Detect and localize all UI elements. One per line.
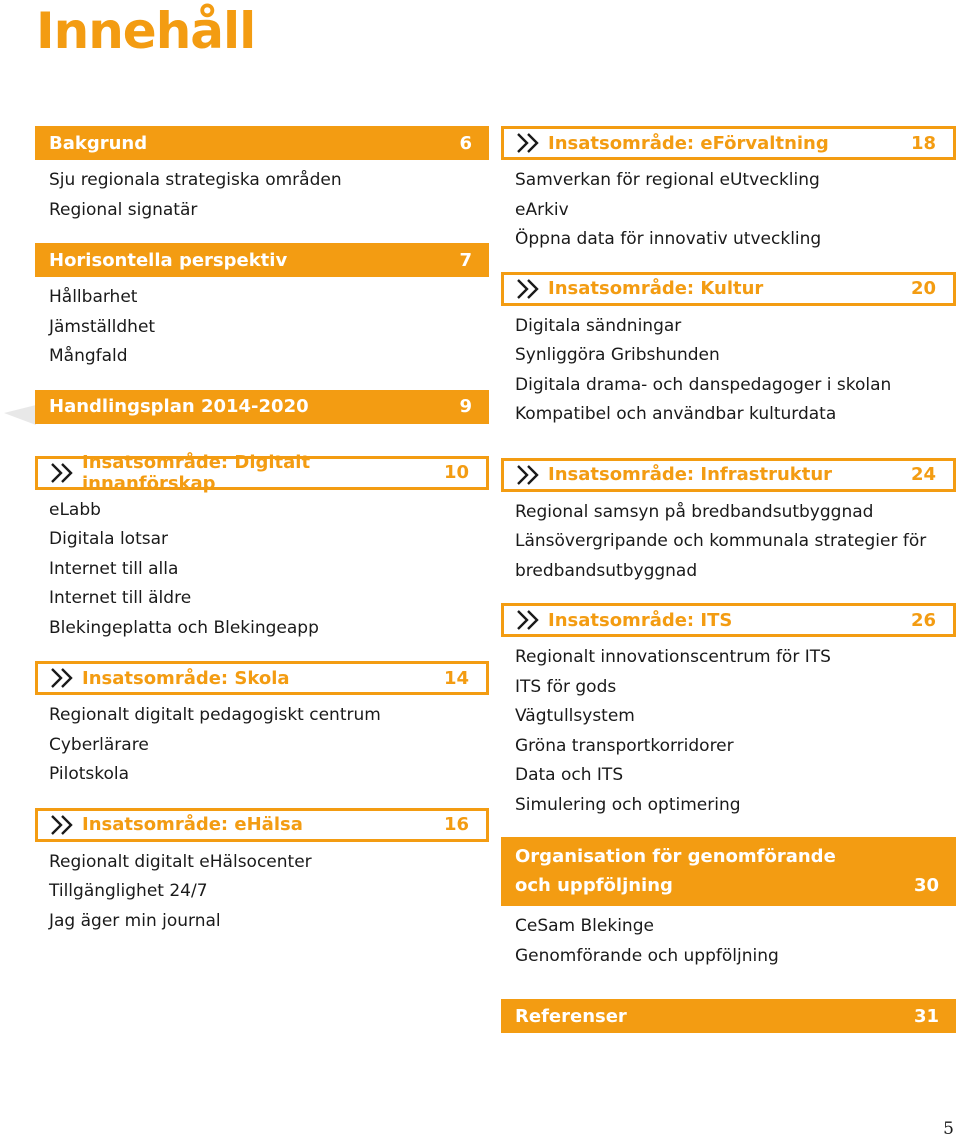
page-number: 14 <box>443 667 469 689</box>
toc-item[interactable]: Samverkan för regional eUtveckling <box>515 170 820 190</box>
toc-item[interactable]: Internet till äldre <box>49 588 192 608</box>
toc-section-horisontella[interactable] <box>35 243 489 372</box>
section-items <box>501 306 956 430</box>
section-items <box>501 492 956 587</box>
toc-section-skola[interactable] <box>35 661 489 790</box>
toc-item[interactable]: bredbandsutbyggnad <box>515 560 698 581</box>
toc-right-column <box>501 126 956 1033</box>
section-header[interactable] <box>501 458 956 492</box>
page-number: 31 <box>913 1005 939 1027</box>
double-chevron-right-icon <box>49 814 79 836</box>
toc-item[interactable]: Jämställdhet <box>49 316 156 337</box>
toc-item[interactable]: Synliggöra Gribshunden <box>515 345 720 365</box>
toc-section-bakgrund[interactable] <box>35 126 489 225</box>
toc-item[interactable]: Mångfald <box>49 346 128 366</box>
toc-item[interactable]: Tillgänglighet 24/7 <box>49 881 208 901</box>
double-chevron-right-icon <box>515 132 545 154</box>
toc-item[interactable]: Blekingeplatta och Blekingeapp <box>49 617 319 638</box>
toc-item[interactable]: eArkiv <box>515 199 569 220</box>
toc-item[interactable]: Vägtullsystem <box>515 706 635 726</box>
double-chevron-right-icon <box>49 667 79 689</box>
section-title: Insatsområde: Kultur <box>548 278 764 299</box>
section-header[interactable] <box>35 451 489 494</box>
toc-left-column <box>35 126 489 936</box>
toc-item[interactable]: Regional signatär <box>49 199 198 220</box>
section-title: Insatsområde: eHälsa <box>82 814 303 835</box>
decorative-triangle <box>4 405 36 425</box>
toc-item[interactable]: Öppna data för innovativ utveckling <box>515 229 822 249</box>
toc-item[interactable]: Genomförande och uppföljning <box>515 945 779 966</box>
toc-item[interactable]: eLabb <box>49 499 101 520</box>
page-number: 26 <box>910 609 936 631</box>
toc-item[interactable]: Jag äger min journal <box>49 910 221 931</box>
section-header[interactable] <box>35 808 489 842</box>
toc-item[interactable]: Digitala drama- och danspedagoger i skolan <box>515 374 892 395</box>
toc-section-organisation[interactable] <box>501 837 956 971</box>
section-header[interactable] <box>35 661 489 695</box>
page-number: 10 <box>443 462 469 483</box>
toc-item[interactable]: Regional samsyn på bredbandsutbyggnad <box>515 501 874 522</box>
toc-item[interactable]: Data och ITS <box>515 765 624 785</box>
page-number: 16 <box>443 814 469 835</box>
section-title: Bakgrund <box>49 132 148 154</box>
section-header[interactable] <box>501 837 956 906</box>
toc-item[interactable]: ITS för gods <box>515 676 617 697</box>
toc-item[interactable]: Regionalt digitalt eHälsocenter <box>49 851 312 872</box>
section-header[interactable] <box>501 272 956 306</box>
toc-section-innanforskap[interactable] <box>35 451 489 644</box>
section-title: Insatsområde: eFörvaltning <box>548 132 829 154</box>
toc-item[interactable]: Regionalt innovationscentrum för ITS <box>515 647 831 667</box>
section-title: Insatsområde: ITS <box>548 609 733 631</box>
section-items <box>35 695 489 790</box>
section-header[interactable] <box>501 603 956 637</box>
toc-section-kultur[interactable] <box>501 272 956 430</box>
section-header[interactable] <box>35 126 489 160</box>
toc-item[interactable]: Regionalt digitalt pedagogiskt centrum <box>49 705 381 725</box>
toc-item[interactable]: Digitala sändningar <box>515 315 682 336</box>
section-header[interactable] <box>501 999 956 1033</box>
section-header[interactable] <box>35 390 489 424</box>
double-chevron-right-icon <box>49 462 79 484</box>
toc-item[interactable]: Simulering och optimering <box>515 794 741 815</box>
toc-item[interactable]: Pilotskola <box>49 764 130 784</box>
page-number: 7 <box>459 249 472 271</box>
page-number: 6 <box>459 132 472 154</box>
page-number: 30 <box>913 875 939 896</box>
section-title-line2: och uppföljning <box>515 875 673 896</box>
page-number: 20 <box>910 278 936 299</box>
toc-item[interactable]: Digitala lotsar <box>49 529 169 549</box>
section-items <box>35 277 489 372</box>
toc-section-ehalsa[interactable] <box>35 808 489 937</box>
toc-section-referenser[interactable] <box>501 999 956 1033</box>
section-header[interactable] <box>501 126 956 160</box>
page-footer-number: 5 <box>943 1119 954 1139</box>
section-title: Insatsområde: Infrastruktur <box>548 464 833 485</box>
section-items <box>35 490 489 644</box>
toc-item[interactable]: Cyberlärare <box>49 734 149 755</box>
toc-section-handlingsplan[interactable] <box>35 390 489 424</box>
toc-item[interactable]: Hållbarhet <box>49 287 138 307</box>
section-items <box>35 842 489 937</box>
double-chevron-right-icon <box>515 464 545 486</box>
toc-item[interactable]: Sju regionala strategiska områden <box>49 170 342 190</box>
toc-section-infrastruktur[interactable] <box>501 458 956 587</box>
toc-section-its[interactable] <box>501 603 956 820</box>
page-number: 24 <box>910 464 936 485</box>
toc-section-eforvaltning[interactable] <box>501 126 956 255</box>
section-title: Referenser <box>515 1005 627 1027</box>
toc-item[interactable]: Länsövergripande och kommunala strategier för <box>515 531 927 551</box>
toc-item[interactable]: Internet till alla <box>49 558 179 579</box>
section-items <box>501 160 956 255</box>
double-chevron-right-icon <box>515 609 545 631</box>
section-title: Handlingsplan 2014-2020 <box>49 396 309 417</box>
toc-item[interactable]: Gröna transportkorridorer <box>515 735 734 756</box>
section-items <box>501 906 956 971</box>
toc-item[interactable]: Kompatibel och användbar kulturdata <box>515 404 837 424</box>
double-chevron-right-icon <box>515 278 545 300</box>
section-items <box>501 637 956 820</box>
page-number: 18 <box>910 132 936 154</box>
section-items <box>35 160 489 225</box>
toc-item[interactable]: CeSam Blekinge <box>515 916 654 936</box>
page-number: 9 <box>459 396 472 417</box>
page-title: Innehåll <box>36 2 256 60</box>
section-title: Insatsområde: Skola <box>82 667 290 689</box>
section-title: Insatsområde: Digitalt innanförskap <box>82 451 311 494</box>
section-title: Horisontella perspektiv <box>49 249 288 271</box>
section-header[interactable] <box>35 243 489 277</box>
section-title-line1: Organisation för genomförande <box>515 846 836 867</box>
